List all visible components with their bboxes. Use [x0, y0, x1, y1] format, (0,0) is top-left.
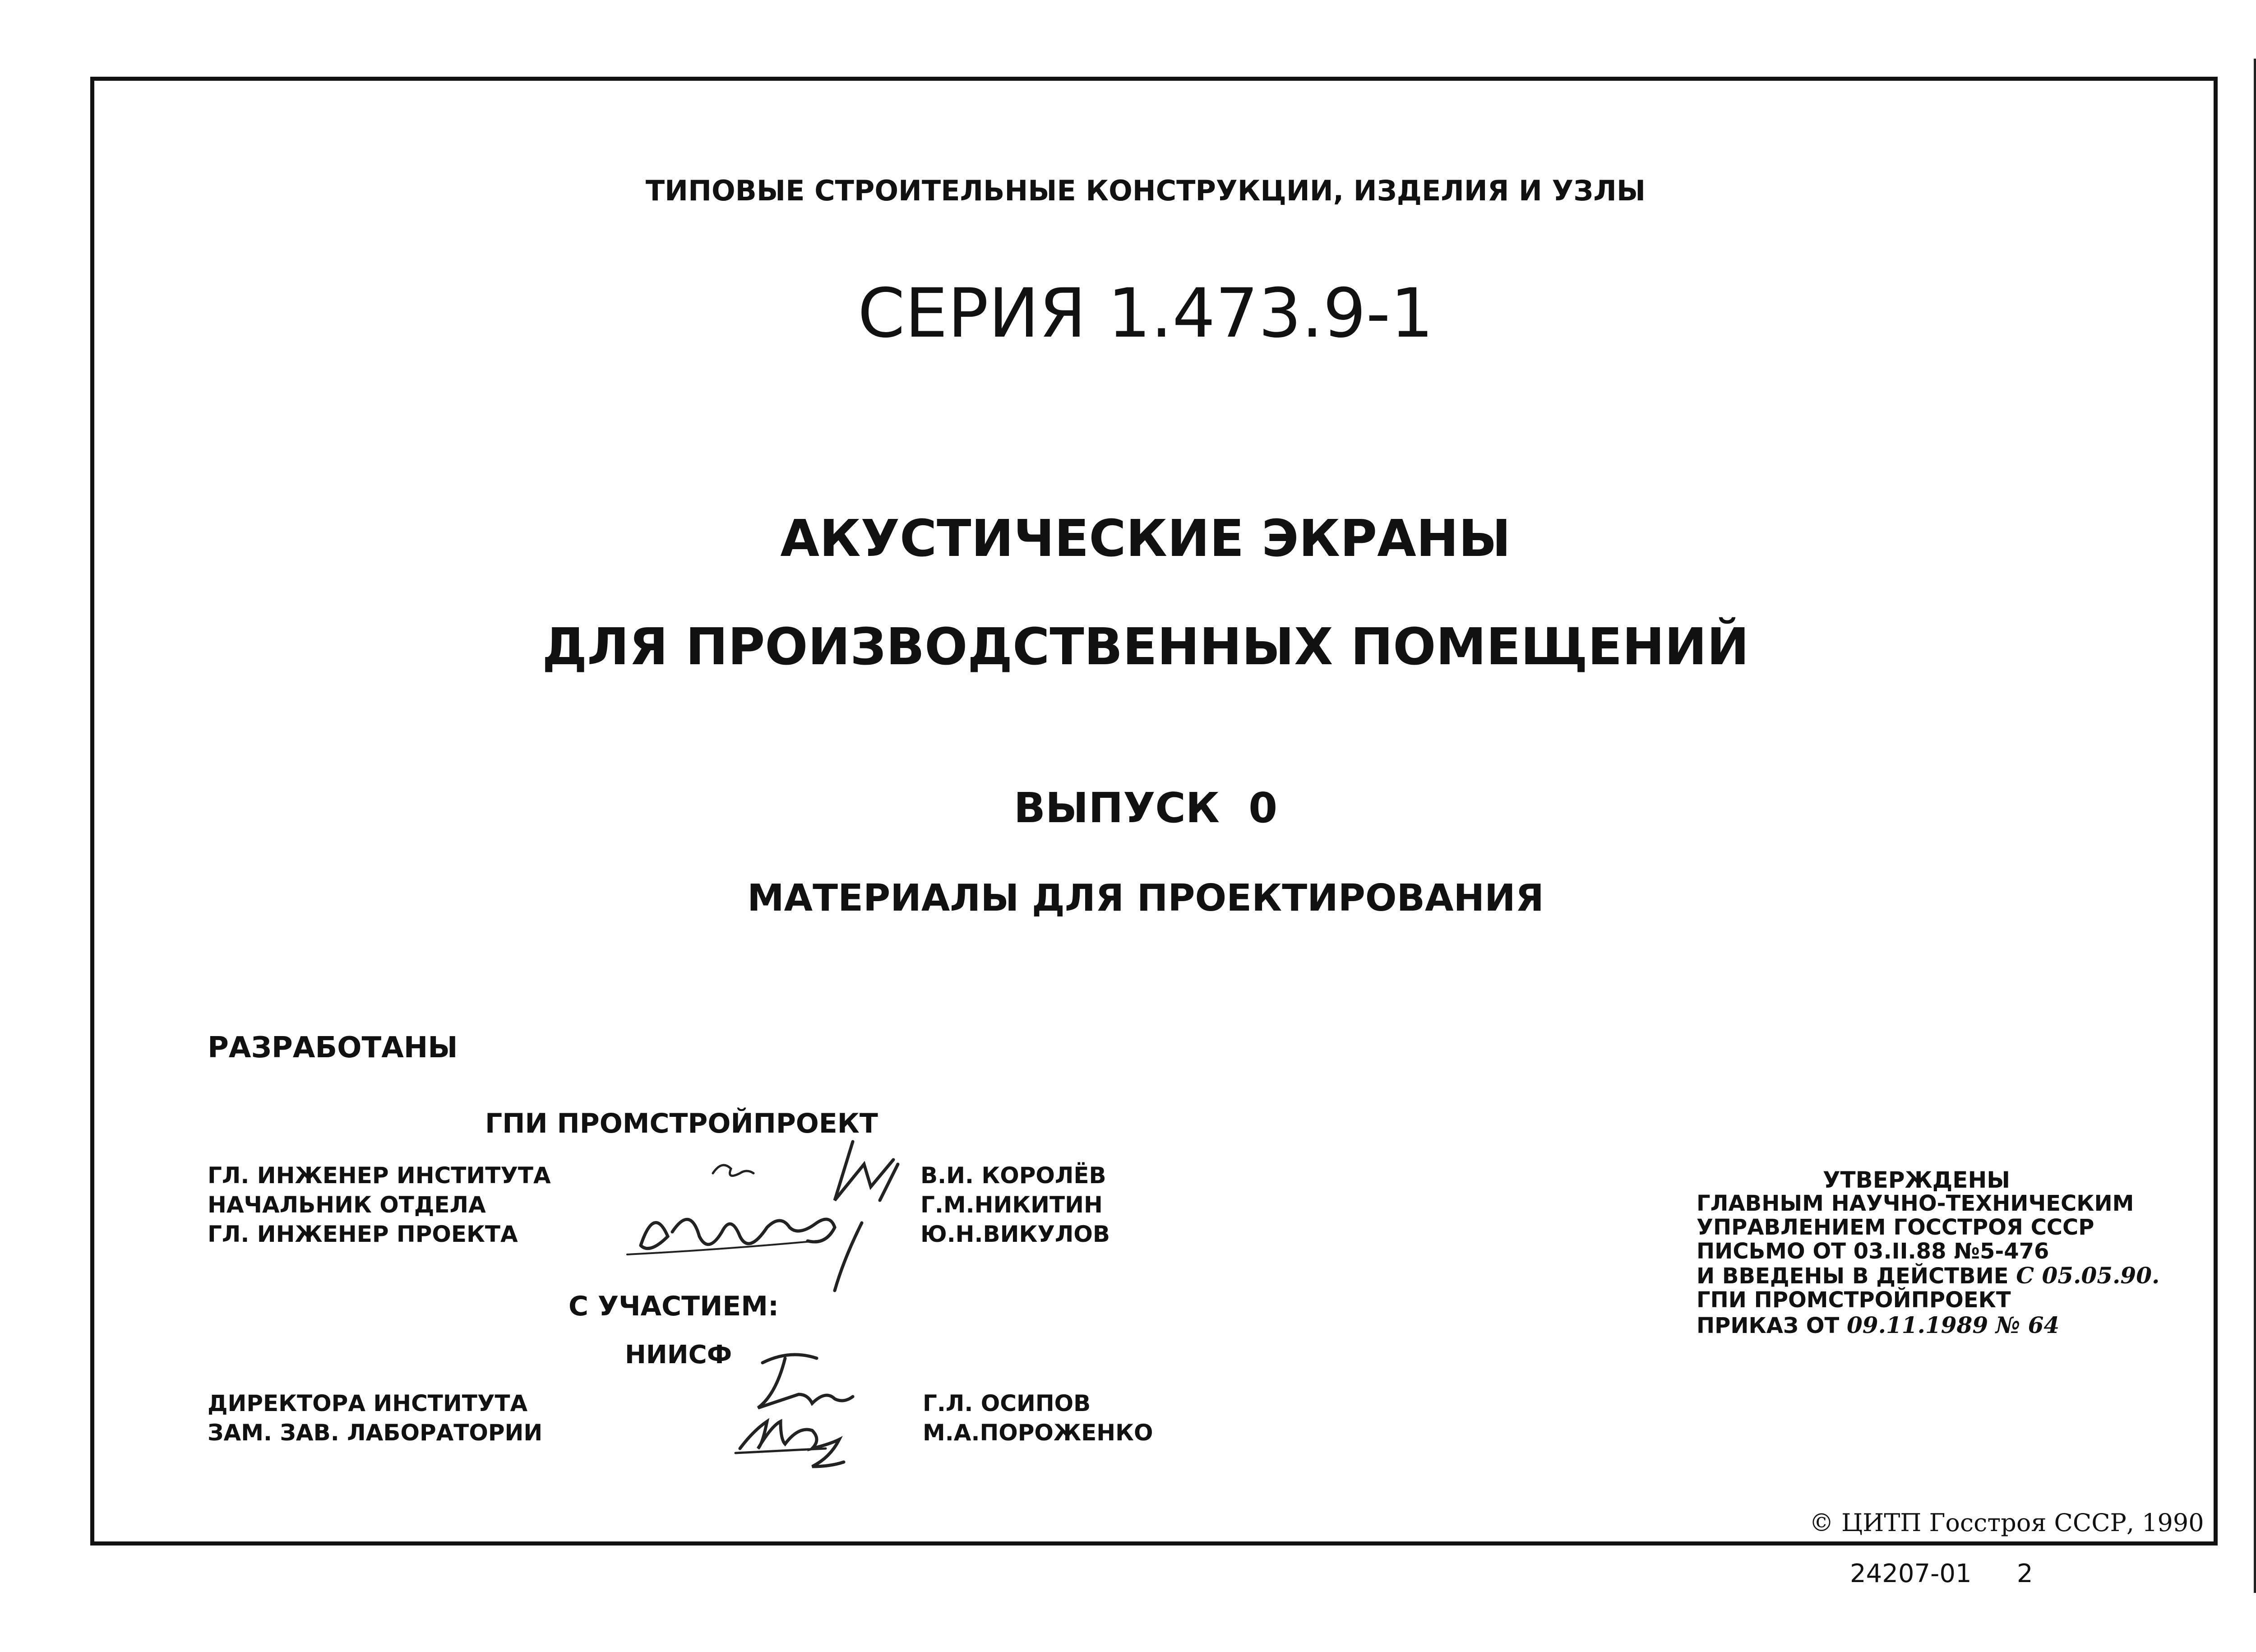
approval-line2: УПРАВЛЕНИЕМ ГОССТРОЯ СССР [1697, 1215, 2094, 1240]
approval-line6 [1697, 1314, 2059, 1337]
name-osipov: Г.Л. ОСИПОВ [923, 1390, 1091, 1416]
approval-line1: ГЛАВНЫМ НАУЧНО-ТЕХНИЧЕСКИМ [1697, 1191, 2134, 1216]
approval-line3: ПИСЬМО ОТ 03.II.88 №5-476 [1697, 1239, 2049, 1264]
name-porozhenko: М.А.ПОРОЖЕНКО [923, 1420, 1153, 1446]
approval-line4-date: С 05.05.90. [2016, 1262, 2160, 1289]
developed-heading: РАЗРАБОТАНЫ [208, 1031, 458, 1064]
name-korolev: В.И. КОРОЛЁВ [920, 1162, 1106, 1189]
role-deputy-lab-head: ЗАМ. ЗАВ. ЛАБОРАТОРИИ [208, 1420, 543, 1446]
issue-label: ВЫПУСК [1013, 784, 1220, 832]
approval-line5: ГПИ ПРОМСТРОЙПРОЕКТ [1697, 1287, 2011, 1313]
approval-line6-number: № 64 [1995, 1312, 2060, 1338]
issue-number: 0 [1248, 784, 1278, 832]
name-nikitin: Г.М.НИКИТИН [920, 1192, 1103, 1218]
signatures-participants [722, 1345, 884, 1480]
approval-heading: УТВЕРЖДЕНЫ [1823, 1167, 2011, 1193]
role-chief-engineer: ГЛ. ИНЖЕНЕР ИНСТИТУТА [208, 1162, 551, 1189]
role-project-engineer: ГЛ. ИНЖЕНЕР ПРОЕКТА [208, 1221, 518, 1247]
approval-line6-prefix: ПРИКАЗ ОТ [1697, 1313, 1840, 1338]
participation-label: С УЧАСТИЕМ: [569, 1291, 779, 1322]
issue-line [0, 784, 2256, 832]
approval-line4 [1697, 1264, 2159, 1287]
copyright-notice: © ЦИТП Госстроя СССР, 1990 [1809, 1509, 2204, 1537]
role-department-head: НАЧАЛЬНИК ОТДЕЛА [208, 1192, 486, 1218]
document-title-line1: АКУСТИЧЕСКИЕ ЭКРАНЫ [780, 509, 1511, 568]
approval-line6-date: 09.11.1989 [1846, 1312, 1988, 1338]
issue-subtitle: МАТЕРИАЛЫ ДЛЯ ПРОЕКТИРОВАНИЯ [747, 877, 1544, 920]
approval-line4-prefix: И ВВЕДЕНЫ В ДЕЙСТВИЕ [1697, 1263, 2009, 1289]
document-number: 24207-01 [1850, 1559, 1972, 1588]
signatures-developers [600, 1133, 916, 1295]
participant-organization: НИИСФ [625, 1340, 732, 1370]
role-institute-director: ДИРЕКТОРА ИНСТИТУТА [208, 1390, 528, 1416]
page-number: 2 [2017, 1559, 2033, 1588]
name-vikulov: Ю.Н.ВИКУЛОВ [920, 1221, 1110, 1247]
series-title: СЕРИЯ 1.473.9-1 [857, 274, 1434, 353]
developer-organization: ГПИ ПРОМСТРОЙПРОЕКТ [485, 1108, 878, 1139]
collection-title: ТИПОВЫЕ СТРОИТЕЛЬНЫЕ КОНСТРУКЦИИ, ИЗДЕЛИЯ И УЗЛЫ [645, 174, 1646, 207]
document-title-line2: ДЛЯ ПРОИЗВОДСТВЕННЫХ ПОМЕЩЕНИЙ [542, 618, 1749, 676]
